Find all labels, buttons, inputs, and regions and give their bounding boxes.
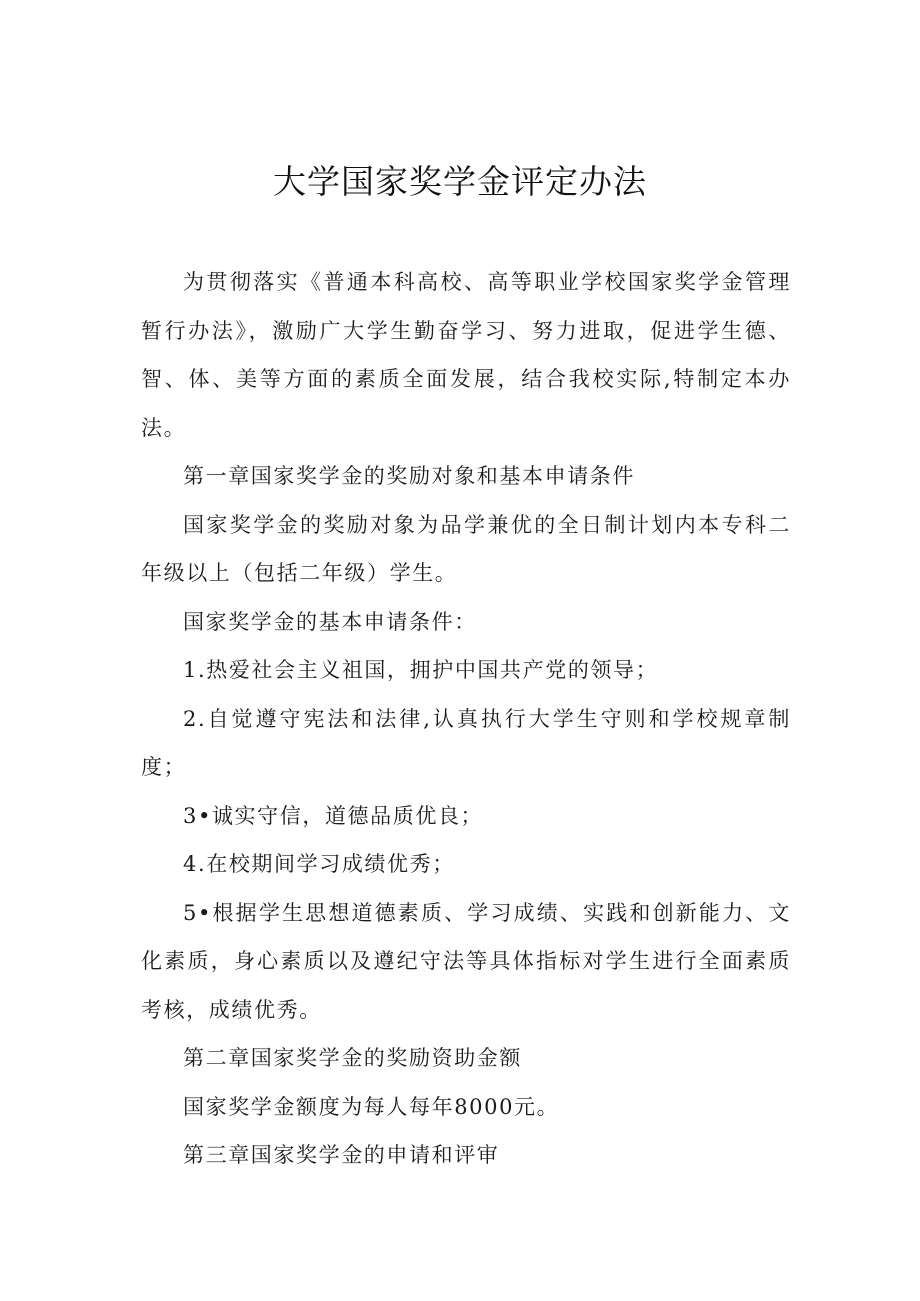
document-body [141,258,791,1180]
condition-item-3: 3•诚实守信，道德品质优良； [183,803,484,828]
chapter-two-heading: 第二章国家奖学金的奖励资助金额 [183,1046,522,1070]
award-amount-paragraph: 国家奖学金额度为每人每年8000元。 [183,1094,560,1119]
award-target-paragraph: 国家奖学金的奖励对象为品学兼优的全日制计划内本专科二年级以上（包括二年级）学生。 [141,512,791,585]
document-title: 大学国家奖学金评定办法 [273,162,647,201]
basic-conditions-heading: 国家奖学金的基本申请条件： [183,609,477,634]
condition-item-2: 2.自觉遵守宪法和法律,认真执行大学生守则和学校规章制度； [141,706,791,779]
intro-paragraph: 为贯彻落实《普通本科高校、高等职业学校国家奖学金管理暂行办法》，激励广大学生勤奋学习、努力进取，促进学生德、智、体、美等方面的素质全面发展，结合我校实际,特制定本办法。 [141,270,791,440]
chapter-one-heading: 第一章国家奖学金的奖励对象和基本申请条件 [183,464,635,488]
condition-item-4: 4.在校期间学习成绩优秀； [183,852,455,876]
condition-item-1: 1.热爱社会主义祖国，拥护中国共产党的领导； [183,658,659,682]
condition-item-5: 5•根据学生思想道德素质、学习成绩、实践和创新能力、文化素质，身心素质以及遵纪守法等具体指标对学生进行全面素质考核，成绩优秀。 [141,900,791,1022]
chapter-three-heading: 第三章国家奖学金的申请和评审 [183,1143,500,1167]
